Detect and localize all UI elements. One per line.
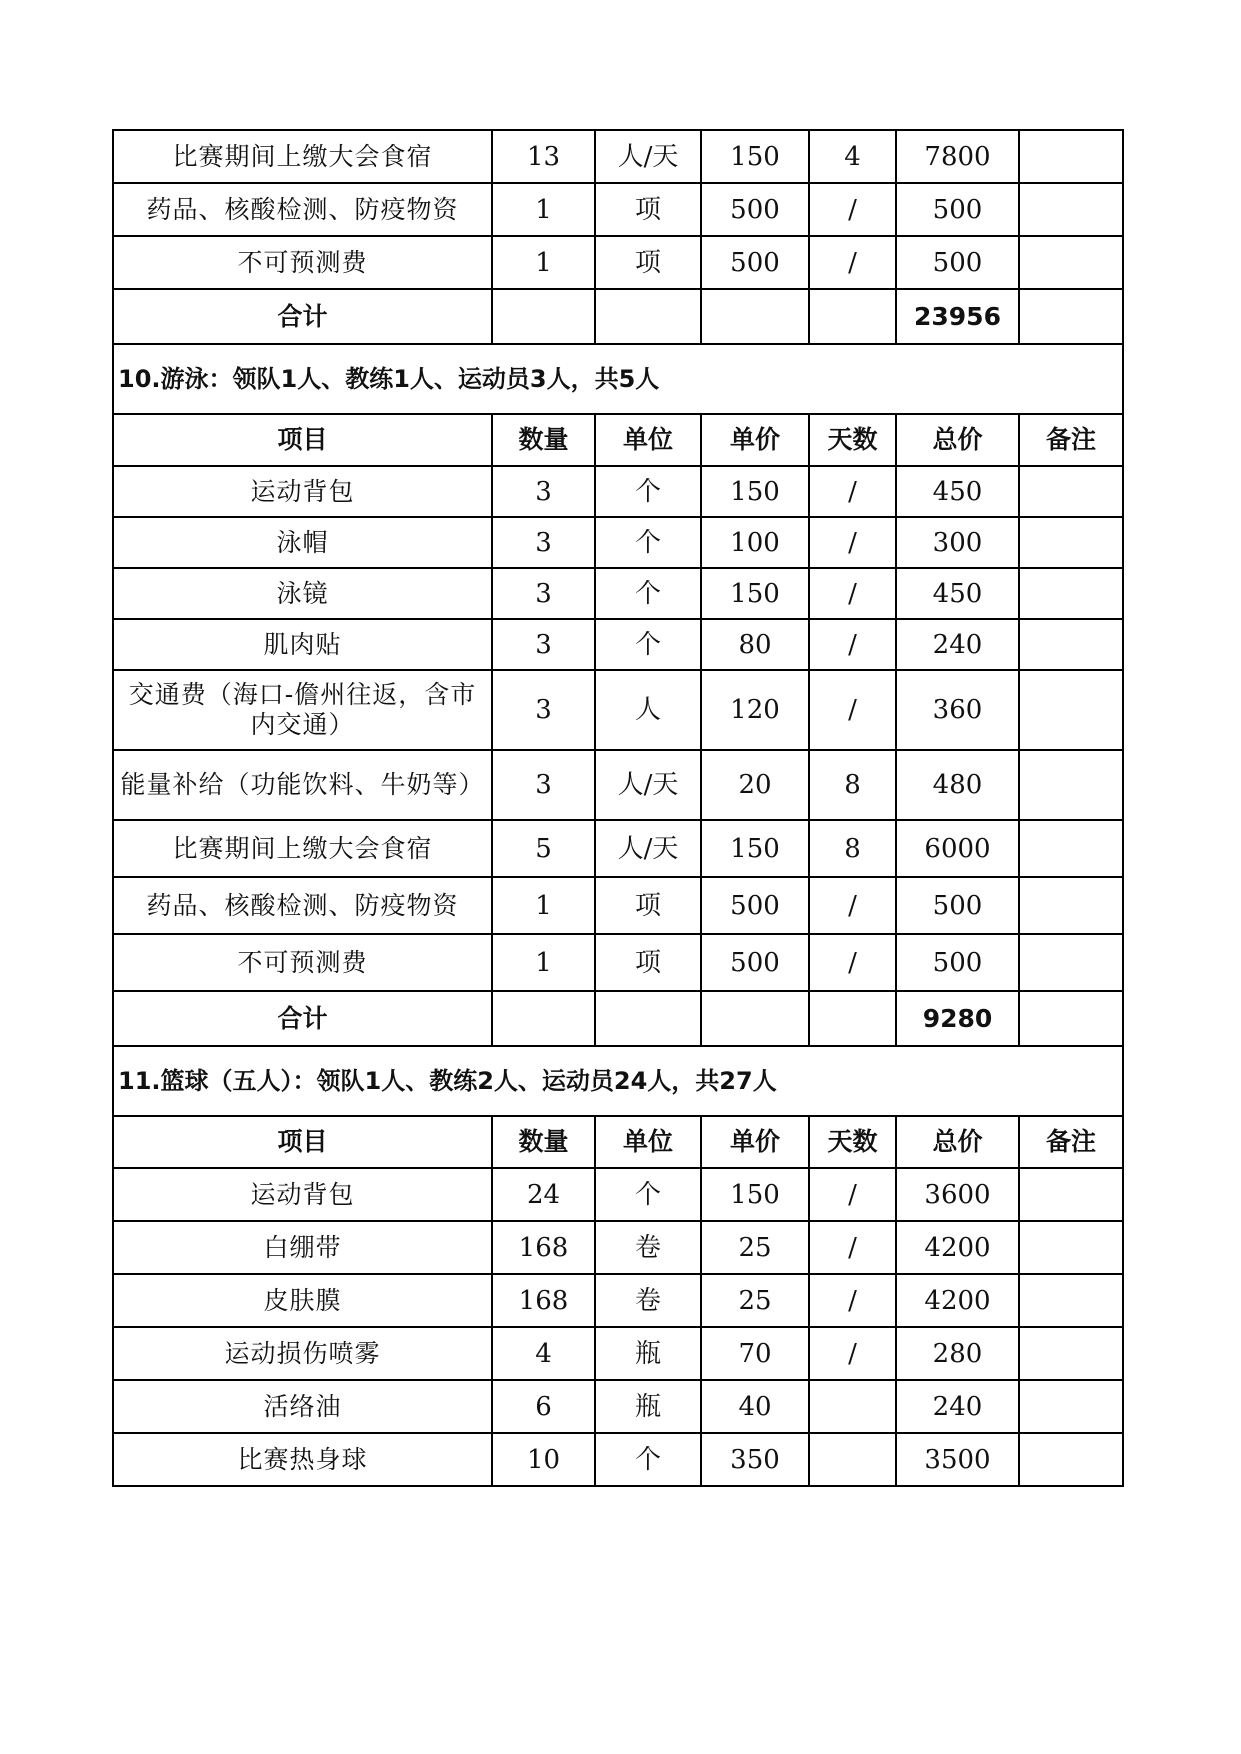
item-cell: 能量补给（功能饮料、牛奶等）: [113, 750, 492, 820]
unit-price-cell: 40: [701, 1380, 809, 1433]
item-cell: 活络油: [113, 1380, 492, 1433]
unit-price-cell: 150: [701, 820, 809, 877]
column-header: 单价: [701, 1116, 809, 1168]
note-cell: [1019, 1433, 1123, 1486]
item-cell: 比赛期间上缴大会食宿: [113, 130, 492, 183]
quantity-cell: 3: [492, 517, 595, 568]
quantity-cell: 4: [492, 1327, 595, 1380]
unit-price-cell: 150: [701, 466, 809, 517]
empty-cell: [595, 991, 701, 1046]
total-price-cell: 450: [896, 466, 1019, 517]
unit-price-cell: 500: [701, 236, 809, 289]
total-price-cell: 280: [896, 1327, 1019, 1380]
unit-price-cell: 150: [701, 130, 809, 183]
note-cell: [1019, 236, 1123, 289]
total-price-cell: 240: [896, 1380, 1019, 1433]
total-value: 23956: [896, 289, 1019, 344]
note-cell: [1019, 619, 1123, 670]
column-header-row: [113, 414, 1123, 466]
item-cell: 不可预测费: [113, 934, 492, 991]
table-row: [113, 130, 1123, 183]
section-title-row: [113, 1046, 1123, 1116]
total-price-cell: 360: [896, 670, 1019, 750]
item-cell: 泳帽: [113, 517, 492, 568]
unit-cell: 个: [595, 517, 701, 568]
unit-cell: 项: [595, 877, 701, 934]
unit-price-cell: 120: [701, 670, 809, 750]
item-cell: 交通费（海口-儋州往返，含市内交通）: [113, 670, 492, 750]
unit-price-cell: 20: [701, 750, 809, 820]
column-header: 项目: [113, 1116, 492, 1168]
unit-price-cell: 25: [701, 1274, 809, 1327]
total-price-cell: 3600: [896, 1168, 1019, 1221]
days-cell: [809, 1433, 896, 1486]
table-row: [113, 1168, 1123, 1221]
days-cell: 4: [809, 130, 896, 183]
item-cell: 比赛热身球: [113, 1433, 492, 1486]
unit-price-cell: 350: [701, 1433, 809, 1486]
days-cell: 8: [809, 750, 896, 820]
table-row: [113, 183, 1123, 236]
column-header: 天数: [809, 1116, 896, 1168]
column-header: 项目: [113, 414, 492, 466]
total-value: 9280: [896, 991, 1019, 1046]
unit-cell: 项: [595, 934, 701, 991]
item-cell: 白绷带: [113, 1221, 492, 1274]
unit-price-cell: 150: [701, 568, 809, 619]
days-cell: /: [809, 877, 896, 934]
table-row: [113, 1274, 1123, 1327]
total-price-cell: 500: [896, 236, 1019, 289]
unit-price-cell: 500: [701, 877, 809, 934]
quantity-cell: 6: [492, 1380, 595, 1433]
note-cell: [1019, 289, 1123, 344]
quantity-cell: 168: [492, 1274, 595, 1327]
note-cell: [1019, 670, 1123, 750]
column-header-row: [113, 1116, 1123, 1168]
table-row: [113, 1221, 1123, 1274]
total-price-cell: 3500: [896, 1433, 1019, 1486]
column-header: 总价: [896, 1116, 1019, 1168]
item-cell: 肌肉贴: [113, 619, 492, 670]
note-cell: [1019, 934, 1123, 991]
quantity-cell: 3: [492, 670, 595, 750]
unit-price-cell: 100: [701, 517, 809, 568]
unit-price-cell: 500: [701, 183, 809, 236]
item-cell: 运动损伤喷雾: [113, 1327, 492, 1380]
empty-cell: [701, 991, 809, 1046]
quantity-cell: 3: [492, 568, 595, 619]
table-row: [113, 1433, 1123, 1486]
quantity-cell: 3: [492, 466, 595, 517]
column-header: 单位: [595, 1116, 701, 1168]
table-row: [113, 619, 1123, 670]
unit-cell: 人/天: [595, 130, 701, 183]
total-row: [113, 991, 1123, 1046]
unit-cell: 人/天: [595, 820, 701, 877]
unit-price-cell: 80: [701, 619, 809, 670]
note-cell: [1019, 183, 1123, 236]
quantity-cell: 1: [492, 934, 595, 991]
total-price-cell: 300: [896, 517, 1019, 568]
unit-cell: 瓶: [595, 1327, 701, 1380]
days-cell: /: [809, 1327, 896, 1380]
note-cell: [1019, 1221, 1123, 1274]
unit-cell: 人: [595, 670, 701, 750]
empty-cell: [492, 289, 595, 344]
column-header: 单位: [595, 414, 701, 466]
note-cell: [1019, 877, 1123, 934]
item-cell: 皮肤膜: [113, 1274, 492, 1327]
quantity-cell: 3: [492, 750, 595, 820]
days-cell: /: [809, 517, 896, 568]
unit-price-cell: 500: [701, 934, 809, 991]
unit-cell: 项: [595, 236, 701, 289]
days-cell: /: [809, 236, 896, 289]
quantity-cell: 1: [492, 236, 595, 289]
column-header: 备注: [1019, 414, 1123, 466]
total-price-cell: 4200: [896, 1221, 1019, 1274]
column-header: 备注: [1019, 1116, 1123, 1168]
table-row: [113, 517, 1123, 568]
unit-cell: 个: [595, 466, 701, 517]
quantity-cell: 1: [492, 183, 595, 236]
note-cell: [1019, 1327, 1123, 1380]
empty-cell: [809, 289, 896, 344]
column-header: 数量: [492, 414, 595, 466]
column-header: 单价: [701, 414, 809, 466]
table-row: [113, 670, 1123, 750]
days-cell: /: [809, 1221, 896, 1274]
note-cell: [1019, 1380, 1123, 1433]
total-price-cell: 500: [896, 877, 1019, 934]
empty-cell: [809, 991, 896, 1046]
item-cell: 运动背包: [113, 1168, 492, 1221]
note-cell: [1019, 130, 1123, 183]
unit-cell: 卷: [595, 1274, 701, 1327]
unit-price-cell: 150: [701, 1168, 809, 1221]
quantity-cell: 24: [492, 1168, 595, 1221]
note-cell: [1019, 1274, 1123, 1327]
days-cell: /: [809, 1274, 896, 1327]
budget-table: [112, 129, 1124, 1487]
total-price-cell: 6000: [896, 820, 1019, 877]
table-row: [113, 877, 1123, 934]
item-cell: 药品、核酸检测、防疫物资: [113, 183, 492, 236]
days-cell: 8: [809, 820, 896, 877]
note-cell: [1019, 517, 1123, 568]
total-label: 合计: [113, 289, 492, 344]
table-row: [113, 820, 1123, 877]
days-cell: /: [809, 466, 896, 517]
total-price-cell: 450: [896, 568, 1019, 619]
total-row: [113, 289, 1123, 344]
unit-cell: 个: [595, 1433, 701, 1486]
item-cell: 泳镜: [113, 568, 492, 619]
table-row: [113, 466, 1123, 517]
unit-price-cell: 25: [701, 1221, 809, 1274]
note-cell: [1019, 1168, 1123, 1221]
days-cell: /: [809, 619, 896, 670]
quantity-cell: 3: [492, 619, 595, 670]
item-cell: 比赛期间上缴大会食宿: [113, 820, 492, 877]
total-price-cell: 480: [896, 750, 1019, 820]
unit-cell: 个: [595, 568, 701, 619]
quantity-cell: 168: [492, 1221, 595, 1274]
section-title: 10.游泳：领队1人、教练1人、运动员3人，共5人: [113, 344, 1123, 414]
unit-price-cell: 70: [701, 1327, 809, 1380]
item-cell: 运动背包: [113, 466, 492, 517]
table-row: [113, 750, 1123, 820]
empty-cell: [492, 991, 595, 1046]
column-header: 总价: [896, 414, 1019, 466]
empty-cell: [595, 289, 701, 344]
days-cell: [809, 1380, 896, 1433]
unit-cell: 卷: [595, 1221, 701, 1274]
note-cell: [1019, 991, 1123, 1046]
total-price-cell: 500: [896, 934, 1019, 991]
unit-cell: 个: [595, 619, 701, 670]
days-cell: /: [809, 1168, 896, 1221]
note-cell: [1019, 568, 1123, 619]
item-cell: 不可预测费: [113, 236, 492, 289]
quantity-cell: 10: [492, 1433, 595, 1486]
column-header: 天数: [809, 414, 896, 466]
column-header: 数量: [492, 1116, 595, 1168]
unit-cell: 项: [595, 183, 701, 236]
days-cell: /: [809, 568, 896, 619]
quantity-cell: 1: [492, 877, 595, 934]
quantity-cell: 13: [492, 130, 595, 183]
total-price-cell: 500: [896, 183, 1019, 236]
table-row: [113, 934, 1123, 991]
table-row: [113, 568, 1123, 619]
table-row: [113, 1327, 1123, 1380]
days-cell: /: [809, 670, 896, 750]
section-title: 11.篮球（五人）：领队1人、教练2人、运动员24人，共27人: [113, 1046, 1123, 1116]
empty-cell: [701, 289, 809, 344]
note-cell: [1019, 750, 1123, 820]
total-price-cell: 4200: [896, 1274, 1019, 1327]
days-cell: /: [809, 934, 896, 991]
note-cell: [1019, 466, 1123, 517]
note-cell: [1019, 820, 1123, 877]
days-cell: /: [809, 183, 896, 236]
unit-cell: 人/天: [595, 750, 701, 820]
table-row: [113, 1380, 1123, 1433]
total-price-cell: 7800: [896, 130, 1019, 183]
unit-cell: 瓶: [595, 1380, 701, 1433]
total-label: 合计: [113, 991, 492, 1046]
table-row: [113, 236, 1123, 289]
item-cell: 药品、核酸检测、防疫物资: [113, 877, 492, 934]
quantity-cell: 5: [492, 820, 595, 877]
total-price-cell: 240: [896, 619, 1019, 670]
section-title-row: [113, 344, 1123, 414]
unit-cell: 个: [595, 1168, 701, 1221]
